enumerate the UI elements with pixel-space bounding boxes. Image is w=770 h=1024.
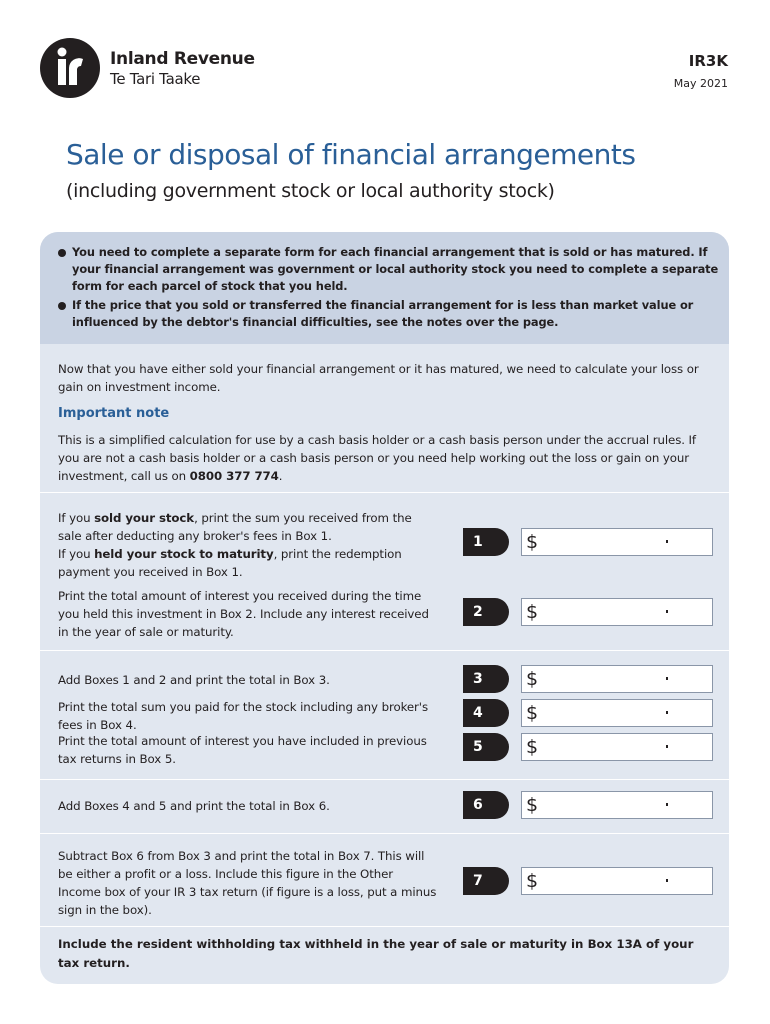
box-6-label: 6 xyxy=(463,791,509,819)
inland-revenue-logo-icon xyxy=(40,38,100,98)
page-subtitle: (including government stock or local authority stock) xyxy=(66,180,555,202)
box-7-label: 7 xyxy=(463,867,509,895)
phone-number: 0800 377 774 xyxy=(189,469,279,483)
form-code: IR3K xyxy=(688,52,728,70)
box-5-currency: $ xyxy=(526,736,539,758)
box-3-amount-field[interactable] xyxy=(521,665,713,693)
bullet-item: You need to complete a separate form for each financial arrangement that is sold or has matured. If your financial arrangement was government or local authority stock you need to complete a separate form for each parcel of stock that you held. xyxy=(54,244,719,295)
box-1-currency: $ xyxy=(526,531,539,553)
box-5-amount-field[interactable] xyxy=(521,733,713,761)
box-1-label: 1 xyxy=(463,528,509,556)
divider xyxy=(40,833,729,834)
box6-instruction: Add Boxes 4 and 5 and print the total in Box 6. xyxy=(58,799,330,813)
page-title: Sale or disposal of financial arrangements xyxy=(66,138,636,171)
box-4-currency: $ xyxy=(526,702,539,724)
box-7-currency: $ xyxy=(526,870,539,892)
divider xyxy=(40,650,729,651)
box-3-label: 3 xyxy=(463,665,509,693)
box-2-amount-field[interactable] xyxy=(521,598,713,626)
form-panel xyxy=(40,232,729,984)
box-3-currency: $ xyxy=(526,668,539,690)
divider xyxy=(40,492,729,493)
box5-instruction: Print the total amount of interest you have included in previous tax returns in Box 5. xyxy=(58,734,427,766)
box-7-amount-field[interactable] xyxy=(521,867,713,895)
intro-text: Now that you have either sold your financial arrangement or it has matured, we need to calculate your loss or gain on investment income. xyxy=(58,362,699,394)
closing-note: Include the resident withholding tax withheld in the year of sale or maturity in Box 13A of your tax return. xyxy=(58,937,694,970)
form-date: May 2021 xyxy=(673,77,728,90)
divider xyxy=(40,926,729,927)
box4-instruction: Print the total sum you paid for the stock including any broker's fees in Box 4. xyxy=(58,700,428,732)
org-name: Inland Revenue xyxy=(110,49,255,69)
box-2-label: 2 xyxy=(463,598,509,626)
important-note-heading: Important note xyxy=(58,406,170,421)
box-6-amount-field[interactable] xyxy=(521,791,713,819)
box2-instruction: Print the total amount of interest you received during the time you held this investment in Box 2. Include any interest received in the year of sale or maturity. xyxy=(58,589,429,639)
divider xyxy=(40,779,729,780)
important-note-text: This is a simplified calculation for use by a cash basis holder or a cash basis person under the accrual rules. If you are not a cash basis holder or a cash basis person or you need help working out the loss or gain on your investment, call us on 0800 377 774. xyxy=(58,433,696,483)
box-4-amount-field[interactable] xyxy=(521,699,713,727)
box3-instruction: Add Boxes 1 and 2 and print the total in Box 3. xyxy=(58,673,330,687)
box-2-currency: $ xyxy=(526,601,539,623)
box-1-amount-field[interactable] xyxy=(521,528,713,556)
instructions-section xyxy=(40,232,729,344)
box-5-label: 5 xyxy=(463,733,509,761)
box-6-currency: $ xyxy=(526,794,539,816)
box-4-label: 4 xyxy=(463,699,509,727)
org-name-maori: Te Tari Taake xyxy=(110,70,201,88)
bullet-item: If the price that you sold or transferred the financial arrangement for is less than market value or influenced by the debtor's financial difficulties, see the notes over the page. xyxy=(54,297,719,331)
box7-instruction: Subtract Box 6 from Box 3 and print the total in Box 7. This will be either a profit or a loss. Include this figure in the Other Income box of your IR 3 tax return (if figure is a loss, put a minus sign in the box). xyxy=(58,849,437,917)
box1-instruction: If you sold your stock, print the sum you received from the sale after deducting any broker's fees in Box 1. If you held your stock to maturity, print the redemption payment you received in Box 1. xyxy=(58,511,412,579)
